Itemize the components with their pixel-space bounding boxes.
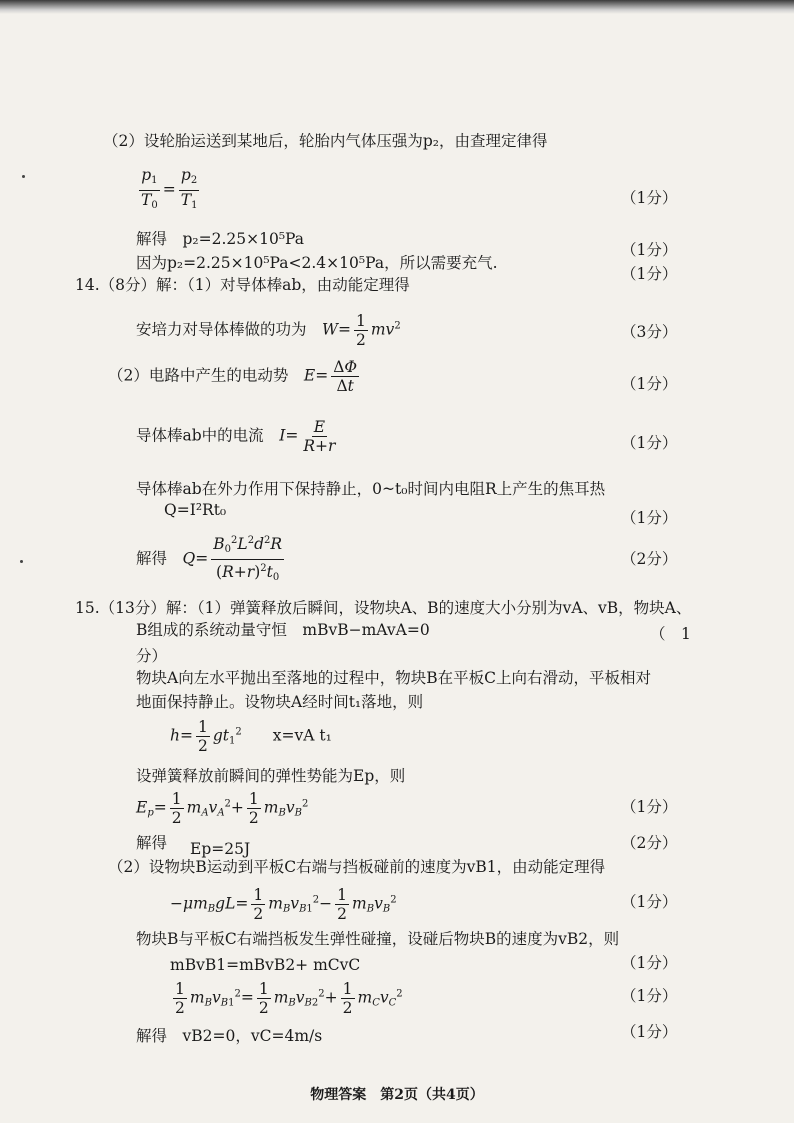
formula-elastic: $\frac{1}{2}$ $m_Bv_{B1}^2=$ $\frac{1}{2}$ $m_Bv_{B2}^2+$ $\frac{1}{2}$ $m_Cv_C^2$ (175, 980, 403, 1017)
text-line: 物块A向左水平抛出至落地的过程中，物块B在平板C上向右滑动，平板相对 (136, 669, 651, 687)
text-line: 设弹簧释放前瞬间的弹性势能为Ep，则 (136, 767, 406, 785)
formula-heat: 解得 Q= $\frac{B_0^2L^2d^2R}{(R+r)^2t_0}$ (136, 532, 287, 587)
formula-current: 导体棒ab中的电流 I= $\frac{E}{R+r}$ (136, 418, 336, 455)
text-line: （2）设物块B运动到平板C右端与挡板碰前的速度为vB1，由动能定理得 (108, 858, 606, 876)
text-line: 地面保持静止。设物块A经时间t₁落地，则 (136, 693, 424, 711)
text-line: mBvB1=mBvB2+ mCvC (170, 956, 361, 974)
question-14-heading: 14.（8分）解：（1）对导体棒ab，由动能定理得 (75, 276, 410, 294)
score-label: （1分） (621, 798, 678, 816)
scan-top-edge (0, 0, 794, 14)
score-label: （ 1 (650, 625, 691, 643)
score-label: （1分） (621, 954, 678, 972)
formula-fall: h= $\frac{1}{2}$ $gt_1^2$ x=vA t₁ (170, 718, 332, 755)
score-label: （1分） (621, 375, 678, 393)
score-label: （1分） (621, 987, 678, 1005)
text-line: 因为p₂=2.25×10⁵Pa<2.4×10⁵Pa，所以需要充气. (136, 254, 498, 272)
text-line: 解得 vB2=0，vC=4m/s (136, 1027, 323, 1045)
text-line: 解得 p₂=2.25×10⁵Pa (136, 230, 305, 248)
score-label: （2分） (621, 550, 678, 568)
text-line: Q=I²Rt₀ (164, 501, 227, 519)
text-line: B组成的系统动量守恒 mBvB−mAvA=0 (136, 621, 430, 639)
text-line: 解得 (136, 834, 168, 852)
score-label: （1分） (621, 509, 678, 527)
score-label: （1分） (621, 241, 678, 259)
text-line: 安培力对导体棒做的功为 (136, 320, 307, 339)
formula-work: 安培力对导体棒做的功为 W= $\frac{1}{2}$ $mv^2$ (136, 312, 401, 349)
formula-kinetic: $-\mu m_BgL=$ $\frac{1}{2}$ $m_Bv_{B1}^2-$ $\frac{1}{2}$ $m_Bv_B^2$ (170, 886, 397, 923)
text-line: 物块B与平板C右端挡板发生弹性碰撞，设碰后物块B的速度为vB2，则 (136, 930, 620, 948)
score-label: （1分） (621, 893, 678, 911)
text-line: Ep=25J (190, 840, 251, 858)
formula-charles-law: $\frac{p_1}{T_0}$ = $\frac{p_2}{T_1}$ (141, 166, 198, 211)
scan-speck (22, 175, 25, 178)
scan-speck (20, 560, 23, 563)
score-label: （2分） (621, 834, 678, 852)
page-footer: 物理答案 第2页（共4页） (310, 1087, 484, 1103)
formula-energy: $E_p=$ $\frac{1}{2}$ $m_Av_A^2+$ $\frac{1}{2}$ $m_Bv_B^2$ (136, 790, 309, 827)
text-line: 导体棒ab在外力作用下保持静止，0~t₀时间内电阻R上产生的焦耳热 (136, 480, 606, 498)
text-line: 分） (136, 647, 168, 665)
score-label: （1分） (621, 434, 678, 452)
score-label: （1分） (621, 189, 678, 207)
question-15-heading: 15.（13分）解：（1）弹簧释放后瞬间，设物块A、B的速度大小分别为vA、vB，物块A、 (75, 599, 692, 617)
score-label: （1分） (621, 1023, 678, 1041)
text-line: （2）设轮胎运送到某地后，轮胎内气体压强为p₂，由查理定律得 (103, 132, 548, 150)
score-label: （1分） (621, 265, 678, 283)
text-line: 导体棒ab中的电流 (136, 426, 264, 445)
text-line: （2）电路中产生的电动势 (108, 366, 289, 385)
text-line: 解得 (136, 549, 168, 568)
score-label: （3分） (621, 323, 678, 341)
text-line: x=vA t₁ (272, 726, 332, 745)
formula-emf: （2）电路中产生的电动势 E= $\frac{\Delta\Phi}{\Delta t}$ (108, 358, 358, 395)
